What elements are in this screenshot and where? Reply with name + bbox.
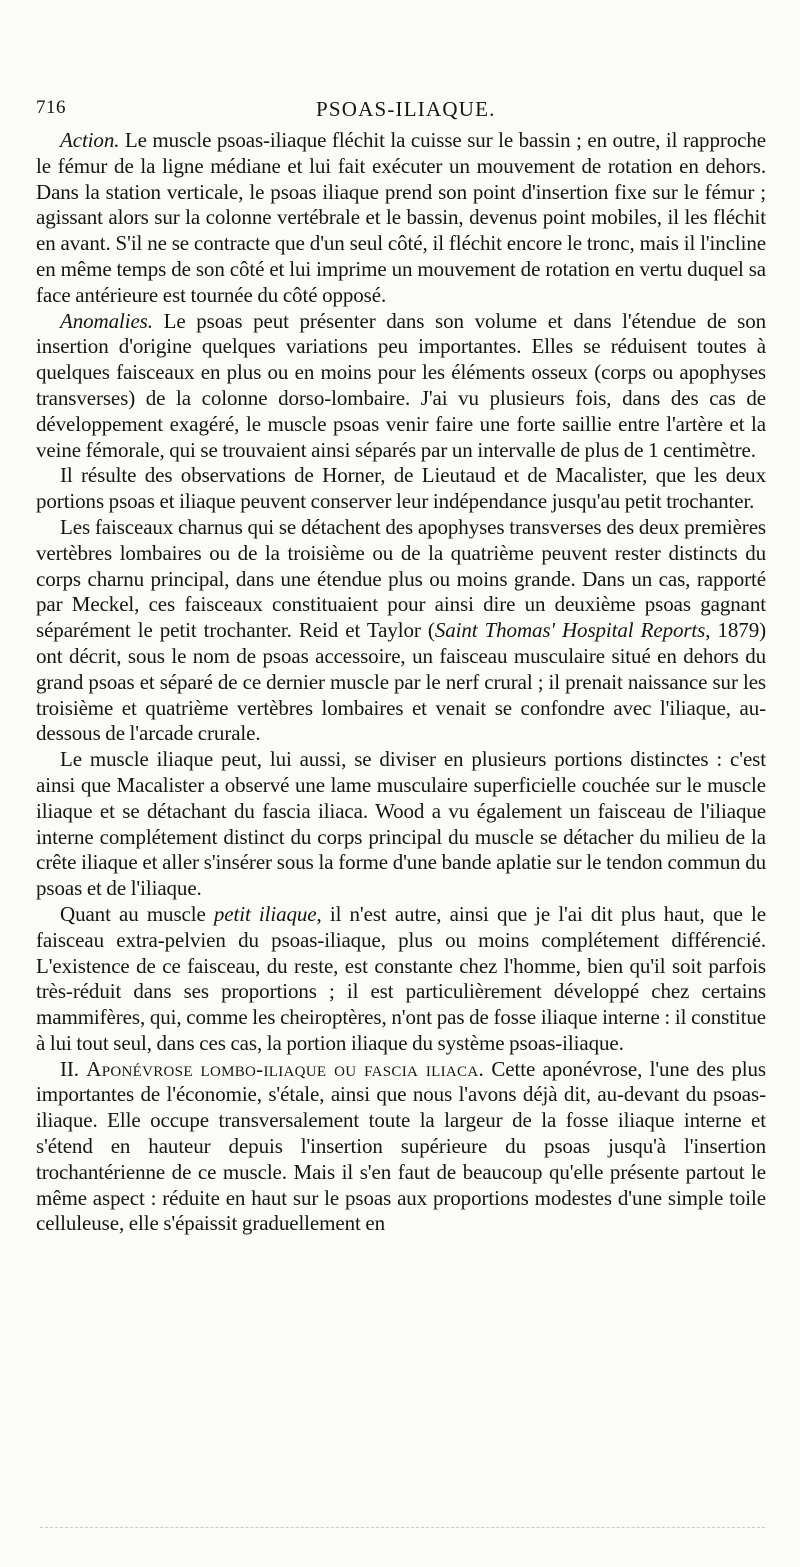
paragraph-anomalies — [36, 309, 766, 464]
paragraph-text: Les faisceaux charnus qui se détachent des apophyses transverses des deux premières vertèbres lombaires ou de la troisième ou de la quatrième peuvent rester distincts du corps charnu principal, dans une étendue plus ou moins grande. Dans un cas, rapporté par Meckel, ces faisceaux constituaient pour ainsi dire un deuxième psoas gagnant séparément le petit trochanter. Reid et Taylor ( — [36, 514, 766, 643]
paragraph-horner — [36, 463, 766, 515]
paragraph-text: , 1879) ont décrit, sous le nom de psoas accessoire, un faisceau musculaire situé en dehors du grand psoas et séparé de ce dernier muscle par le nerf crural ; il prenait naissance sur les troisième et quatrième vertèbres lombaires et venait se confondre avec l'iliaque, au-dessous de l'arcade crurale. — [36, 618, 766, 746]
footer-rule — [40, 1527, 765, 1528]
book-page — [36, 94, 766, 1237]
paragraph-aponevrose — [36, 1057, 766, 1238]
citation-title: Saint Thomas' Hospital Reports — [434, 618, 706, 643]
section-lead-action: Action. — [60, 128, 120, 152]
paragraph-text: Le muscle iliaque peut, lui aussi, se diviser en plusieurs portions distinctes : c'est ainsi que Macalister a observé une lame musculaire superficielle couchée sur le muscle iliaque et se détachant du fascia iliaca. Wood a vu également un faisceau de l'iliaque interne complétement distinct du corps principal du muscle se détacher du milieu de la crête iliaque et aller s'insérer sous la forme d'une bande aplatie sur le tendon commun du psoas et de l'iliaque. — [36, 747, 766, 901]
paragraph-text: Quant au muscle — [60, 901, 214, 926]
section-lead-anomalies: Anomalies. — [60, 308, 153, 333]
paragraph-action — [36, 128, 766, 309]
section-numeral: II. — [60, 1056, 79, 1081]
section-heading: Aponévrose lombo-iliaque ou fascia iliaca. — [86, 1056, 485, 1081]
paragraph-text: Le psoas peut présenter dans son volume et dans l'étendue de son insertion d'origine quelques variations peu importantes. Elles se réduisent toutes à quelques faisceaux en plus ou en moins pour les éléments osseux (corps ou apophyses transverses) de la colonne dorso-lombaire. J'ai vu plusieurs fois, dans des cas de développement exagéré, le muscle psoas venir faire une forte saillie entre l'artère et la veine fémorale, qui se trouvaient ainsi séparés par un intervalle de plus de 1 centimètre. — [36, 308, 766, 462]
paragraph-text: Cette aponévrose, l'une des plus importantes de l'économie, s'étale, ainsi que nous l'avons déjà dit, au-devant du psoas-iliaque. Elle occupe transversalement toute la largeur de la fosse iliaque interne et s'étend en hauteur depuis l'insertion supérieure du psoas jusqu'à l'insertion trochantérienne de ce muscle. Mais il s'en faut de beaucoup qu'elle présente partout le même aspect : réduite en haut sur le psoas aux proportions modestes d'une simple toile celluleuse, elle s'épaissit graduellement en — [36, 1056, 766, 1236]
page-header — [36, 94, 766, 128]
paragraph-text: Il résulte des observations de Horner, de Lieutaud et de Macalister, que les deux portions psoas et iliaque peuvent conserver leur indépendance jusqu'au petit trochanter. — [36, 463, 766, 514]
paragraph-text: Le muscle psoas-iliaque fléchit la cuisse sur le bassin ; en outre, il rapproche le fémur de la ligne médiane et lui fait exécuter un mouvement de rotation en dehors. Dans la station verticale, le psoas iliaque prend son point d'insertion fixe sur le fémur ; agissant alors sur la colonne vertébrale et le bassin, devenus point mobiles, il les fléchit en avant. S'il ne se contracte que d'un seul côté, il fléchit encore le tronc, mais il l'incline en même temps de son côté et lui imprime un mouvement de rotation en vertu duquel sa face antérieure est tournée du côté opposé. — [36, 128, 766, 307]
paragraph-faisceaux — [36, 515, 766, 747]
page-number: 716 — [36, 97, 66, 118]
paragraph-iliaque — [36, 747, 766, 902]
paragraph-text: , il n'est autre, ainsi que je l'ai dit plus haut, que le faisceau extra-pelvien du psoas-iliaque, plus ou moins complétement différencié. L'existence de ce faisceau, du reste, est constante chez l'homme, bien qu'il soit parfois très-réduit dans ses proportions ; il est particulièrement développé chez certains mammifères, qui, comme les cheiroptères, n'ont pas de fosse iliaque interne : il constitue à lui tout seul, dans ces cas, la portion iliaque du système psoas-iliaque. — [36, 901, 766, 1055]
term-petit-iliaque: petit iliaque — [213, 901, 317, 926]
paragraph-petit-iliaque — [36, 902, 766, 1057]
running-title: PSOAS-ILIAQUE. — [316, 97, 496, 121]
